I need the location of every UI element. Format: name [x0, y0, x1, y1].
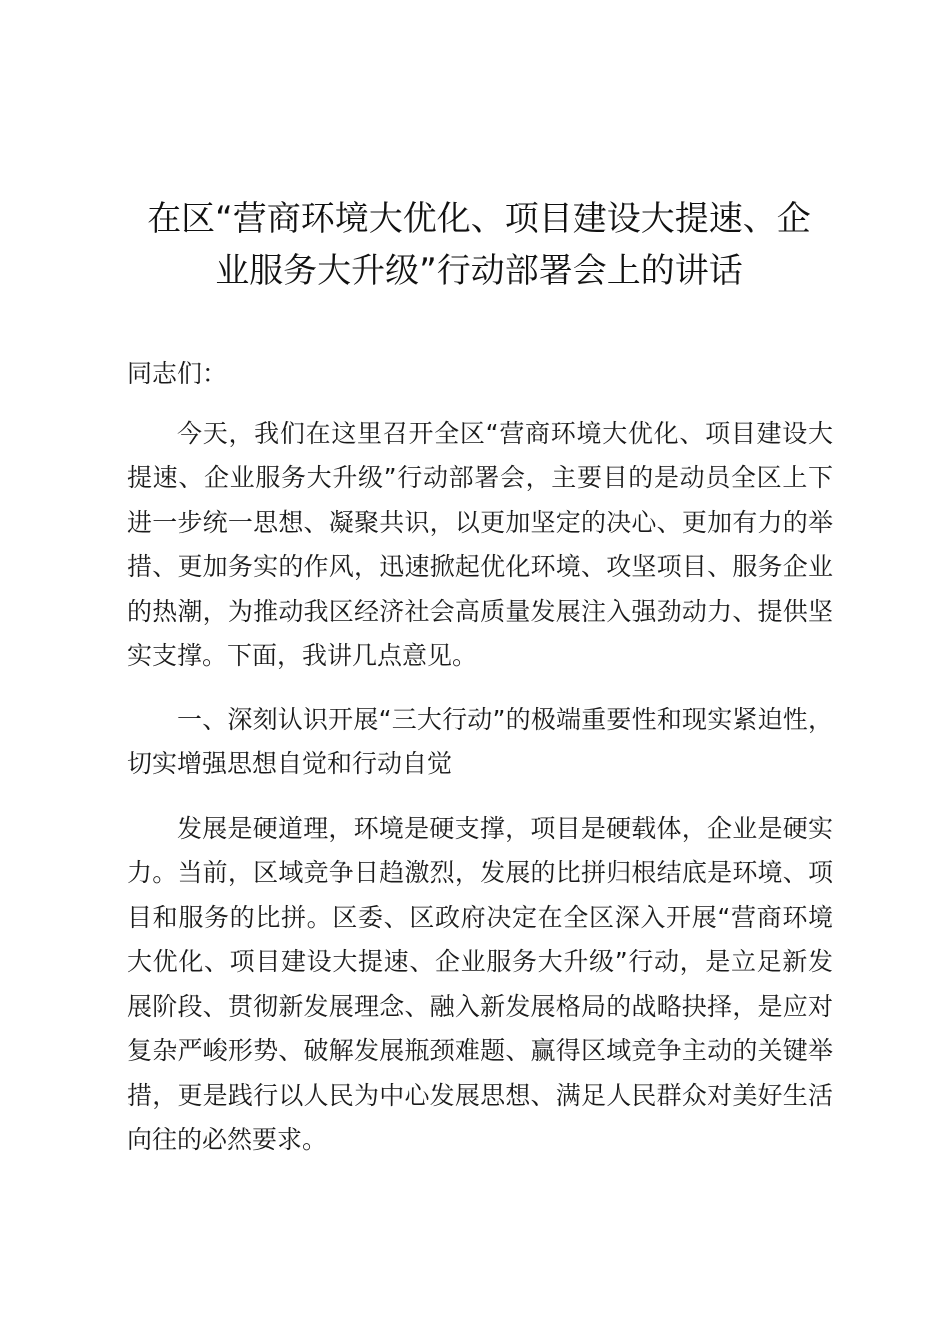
paragraph-section-1: 发展是硬道理，环境是硬支撑，项目是硬载体，企业是硬实力。当前，区域竞争日趋激烈，发展的比拼归根结底是环境、项目和服务的比拼。区委、区政府决定在全区深入开展“营商环境大优化、项目建设大提速、企业服务大升级”行动，是立足新发展阶段、贯彻新发展理念、融入新发展格局的战略抉择，是应对复杂严峻形势、破解发展瓶颈难题、赢得区域竞争主动的关键举措，更是践行以人民为中心发展思想、满足人民群众对美好生活向往的必然要求。 — [127, 813, 833, 1154]
document-body — [127, 352, 833, 1182]
greeting: 同志们： — [127, 359, 228, 388]
document-title — [120, 193, 838, 297]
title-line-1: 在区“营商环境大优化、项目建设大提速、企 — [147, 198, 811, 239]
title-line-2: 业服务大升级”行动部署会上的讲话 — [215, 250, 743, 291]
section-heading-1: 一、深刻认识开展“三大行动”的极端重要性和现实紧迫性，切实增强思想自觉和行动自觉 — [127, 704, 833, 778]
paragraph-intro: 今天，我们在这里召开全区“营商环境大优化、项目建设大提速、企业服务大升级”行动部署会，主要目的是动员全区上下进一步统一思想、凝聚共识，以更加坚定的决心、更加有力的举措、更加务实的作风，迅速掀起优化环境、攻坚项目、服务企业的热潮，为推动我区经济社会高质量发展注入强劲动力、提供坚实支撑。下面，我讲几点意见。 — [127, 418, 833, 670]
